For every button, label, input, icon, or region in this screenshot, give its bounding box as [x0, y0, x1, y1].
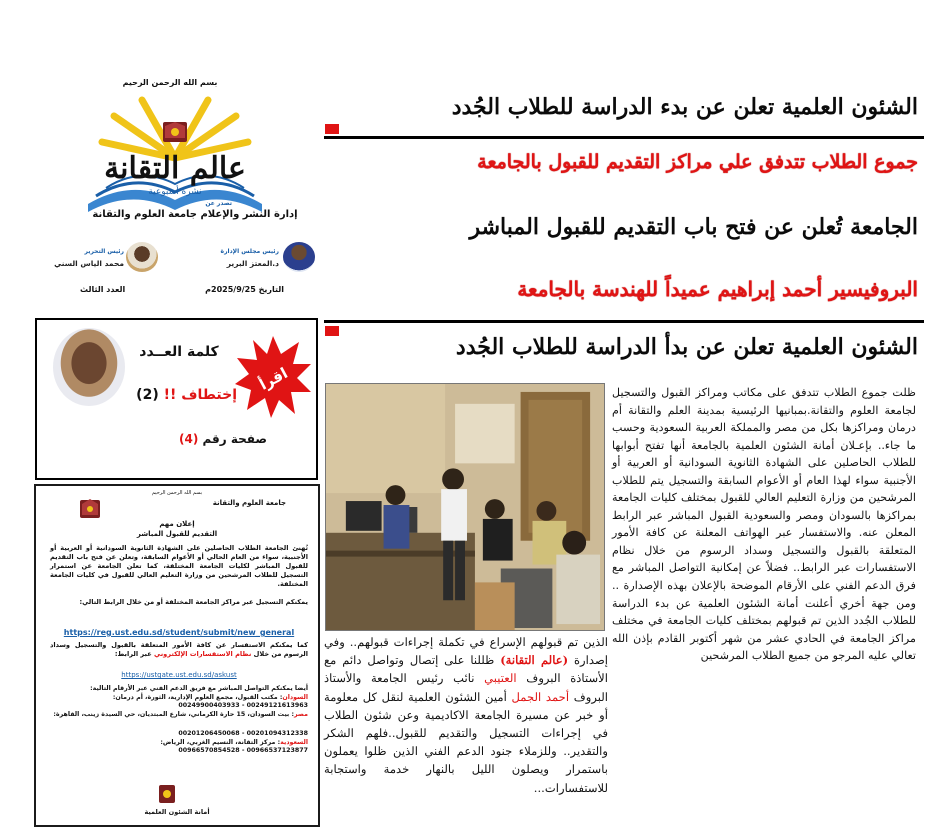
contact-numbers: 00201094312338 - 00201206450068 السعودية: مركز التقانة، النسيم الغربي، الرياض: 00966537123877 - 00966570854528 [160, 730, 308, 755]
issue-date: التاريخ 2025/9/25م [205, 285, 284, 294]
article-column-left: الذين تم قبولهم الإسراع في تكملة إجراءات قبولهم.. وفي إصدارة (عالم التقانة) ظللنا على إتصال وتواصل دائم مع الأستاذة البروف العتيبي نائب رئيس الجامعة والأستاذ البروف أحمد الجمل أمين الشئون العلمية لنقل كل معلومة أو خبر عن مسيرة الجامعة الاكاديمية وعن شئون الطلاب في إجراءات التسجيل والتقديم للقبول..فلهم الشكر والتقدير.. وللزملاء جنود الدعم الفني الذين ظلوا يعملون باستمرار ويصلون الليل بالنهار خدمة واستجابة للاستفسارات... [324, 635, 609, 795]
inquiry-link[interactable]: https://ustgate.ust.edu.sd/askust [121, 671, 237, 679]
headline-4[interactable]: البروفيسير أحمد إبراهيم عميداً للهندسة بالجامعة [517, 277, 918, 301]
students-photo [325, 383, 605, 631]
headline-1[interactable]: الشئون العلمية تعلن عن بدء الدراسة للطلاب الجُدد [451, 94, 918, 120]
headline-5[interactable]: الشئون العلمية تعلن عن بدأ الدراسة للطلاب الجُدد [455, 334, 918, 360]
university-logo-icon [76, 494, 104, 522]
issued-by-label: تصدر عن [205, 200, 232, 207]
svg-text:نشرة أسبوعية: نشرة أسبوعية [148, 187, 202, 197]
issue-number: العدد الثالث [80, 285, 126, 294]
announcement-basmala: بسم الله الرحمن الرحيم [151, 490, 203, 496]
teaser-link[interactable] [115, 387, 237, 403]
announcement-subheading: التقديم للقبول المباشر [136, 530, 218, 538]
read-starburst-icon[interactable] [233, 334, 313, 418]
admission-announcement [34, 484, 320, 827]
headline-2[interactable]: جموع الطلاب تتدفق علي مراكز التقديم للقبول بالجامعة [477, 151, 918, 173]
announcement-heading: إعلان مهم [159, 520, 195, 528]
svg-text:عالم التقانة: عالم التقانة [104, 151, 246, 186]
accent-bar [325, 326, 339, 336]
divider [324, 320, 924, 323]
editor-credit [28, 242, 168, 278]
word-of-issue-box [35, 318, 318, 480]
editor-role: رئيس التحرير [84, 248, 124, 255]
chairman-role: رئيس مجلس الإدارة [220, 248, 279, 255]
publisher: إدارة النشر والإعلام جامعة العلوم والتقانة [92, 209, 298, 220]
basmala: بسم الله الرحمن الرحيم [122, 78, 218, 87]
inquiry-paragraph: كما يمكنكم الاستفسار عن كافة الأمور المتعلقة بالقبول والتسجيل وسداد الرسوم من خلال نظام الاستفسارات الإلكتروني عبر الرابط: [50, 641, 308, 658]
page-label: صفحة رقم [202, 432, 267, 446]
article-column-right: ظلت جموع الطلاب تتدفق على مكاتب ومراكز القبول والتسجيل لجامعة العلوم والتقانة.بمبانيها الرئيسية بمدينة العلم والتقانة أم درمان ومراكزها بكل من مصر والمملكة العربية السعودية وحسب ما جاء.. بإعـلان أمانة الشئون العلمية بالجامعة أنها تفتح أبوابها للطلاب الحاصلين على الشهادة الثانوية السودانية أو العربية أو الأجنبية سواء لهذا العام أو الأعوام السابقة والتسجيل يتم للطلاب المرشحين من وزارة التعليم العالي للقبول بمختلف كليات الجامعة بمراكزها بالسودان ومصر والسعودية القبول المباشر عبر الرابط المعلن عنه. والاستفسار عبر الهواتف المعلنة عن كافة الأمور المتعلقة بالقبول والتسجيل وسداد الرسوم من خلال نظام الاستفسارات عبر الرابط.. فضلاً عن إمكانية التواصل المباشر مع فرق الدعم الفني على الأرقام الموضحة بالإعلان بهذه الإصدارة .. ومن جهة أخري أعلنت أمانة الشئون العلمية عن بدء الدراسة للطلاب الجُدد الذين تم قبولهم بمختلف كليات الجامعة في مختلف مراكز الجامعة في الحادي عشر من شهر أكتوبر القادم بإذن الله تعالي عليه المرجو من جميع الطلاب المرشحين [612, 386, 916, 663]
teaser-title: إختطاف !! [163, 387, 237, 403]
announcement-body: تُهنئ الجامعة الطلاب الحاصلين على الشهادة الثانوية السودانية أو العربية أو الأجنبية، سواء من العام الحالي أو الأعوام السابقة، وتعلن عن فتح باب التقديم للقبول المباشر لكليات الجامعة المختلفة، كما تعلن الجامعة عن استمرار التسجيل للطلاب المرشحين من وزارة التعليم العالي للقبول في كليات الجامعة المختلفة. يمكنكم التسجيل عبر مراكز الجامعة المختلفة أو من خلال الرابط التالي: [50, 544, 308, 606]
accent-bar [325, 124, 339, 134]
chairman-photo [283, 242, 315, 272]
announcement-university: جامعة العلوم والتقانة [212, 499, 286, 507]
chairman-credit [177, 242, 317, 278]
masthead [22, 72, 318, 304]
editor-photo [126, 242, 158, 272]
chairman-name: د.المعتز البرير [226, 259, 279, 268]
headline-3[interactable]: الجامعة تُعلن عن فتح باب التقديم للقبول المباشر [469, 214, 918, 240]
teaser-number: (2) [136, 387, 159, 403]
contact-paragraph: أيضا يمكنكم التواصل المباشر مع فريق الدعم الفني عبر الأرقام التالية: السودان: مكتب القبول، مجمع العلوم الإدارية، الثورة، أم درمان: 00249121613963 - 00249900403933 مصر: بيت السودان، 15 حارة الكرماني، شارع المبتديان، حي السيدة زينب، القاهرة: [53, 685, 308, 718]
svg-text:اقرأ: اقرأ [256, 364, 291, 394]
divider [324, 136, 924, 139]
page-number: (4) [178, 432, 199, 446]
announcement-signature: أمانة الشئون العلمية [144, 808, 210, 816]
page-ref [137, 432, 267, 446]
registration-link[interactable]: https://reg.ust.edu.sd/student/submit/new_general [63, 628, 295, 637]
editor-name: محمد الياس السني [54, 259, 124, 268]
university-emblem-icon [163, 122, 187, 142]
seal-icon [152, 782, 182, 806]
word-of-issue-title: كلمة العــدد [139, 344, 219, 360]
